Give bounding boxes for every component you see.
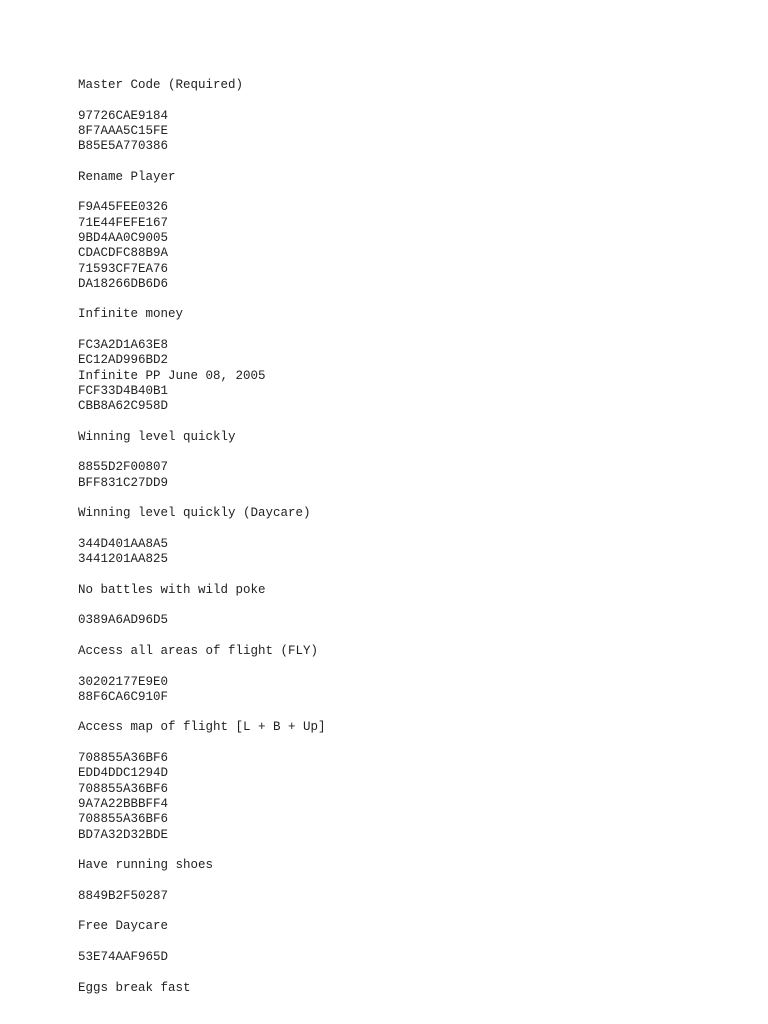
section-title: Access all areas of flight (FLY) bbox=[78, 643, 319, 658]
code-line: CDACDFC88B9A bbox=[78, 246, 169, 261]
section-master-code bbox=[78, 78, 326, 170]
section-winning-level-daycare bbox=[78, 506, 326, 582]
section-title: Winning level quickly bbox=[78, 429, 236, 444]
code-line: F9A45FEE0326 bbox=[78, 200, 169, 215]
section-title: Access map of flight [L + B + Up] bbox=[78, 720, 326, 735]
code-line: FCF33D4B40B1 bbox=[78, 383, 169, 398]
code-line: 9A7A22BBBFF4 bbox=[78, 796, 169, 811]
section-title: Have running shoes bbox=[78, 858, 214, 873]
section-access-map bbox=[78, 720, 326, 858]
code-line: 344D401AA8A5 bbox=[78, 536, 169, 551]
section-winning-level-quickly bbox=[78, 430, 326, 506]
section-title: Infinite money bbox=[78, 307, 184, 322]
section-no-battles bbox=[78, 583, 326, 644]
cheat-code-document bbox=[78, 78, 326, 996]
section-title: No battles with wild poke bbox=[78, 582, 266, 597]
section-free-daycare bbox=[78, 919, 326, 980]
code-line: DA18266DB6D6 bbox=[78, 276, 169, 291]
code-line: 88F6CA6C910F bbox=[78, 689, 169, 704]
code-line: FC3A2D1A63E8 bbox=[78, 338, 169, 353]
code-line: B85E5A770386 bbox=[78, 139, 169, 154]
code-line: 9BD4AA0C9005 bbox=[78, 230, 169, 245]
code-line: 71593CF7EA76 bbox=[78, 261, 169, 276]
section-title: Eggs break fast bbox=[78, 980, 191, 995]
section-rename-player bbox=[78, 170, 326, 308]
code-line: 0389A6AD96D5 bbox=[78, 613, 169, 628]
code-line: 8849B2F50287 bbox=[78, 888, 169, 903]
code-line: 53E74AAF965D bbox=[78, 949, 169, 964]
code-line: 3441201AA825 bbox=[78, 552, 169, 567]
section-running-shoes bbox=[78, 858, 326, 919]
code-line: 708855A36BF6 bbox=[78, 751, 169, 766]
code-line: Infinite PP June 08, 2005 bbox=[78, 368, 266, 383]
code-line: 30202177E9E0 bbox=[78, 674, 169, 689]
code-line: 97726CAE9184 bbox=[78, 108, 169, 123]
section-title: Rename Player bbox=[78, 169, 176, 184]
code-line: 8855D2F00807 bbox=[78, 460, 169, 475]
section-title: Master Code (Required) bbox=[78, 78, 244, 92]
code-line: 8F7AAA5C15FE bbox=[78, 123, 169, 138]
code-line: 708855A36BF6 bbox=[78, 812, 169, 827]
code-line: CBB8A62C958D bbox=[78, 399, 169, 414]
code-line: BFF831C27DD9 bbox=[78, 475, 169, 490]
code-line: 708855A36BF6 bbox=[78, 781, 169, 796]
section-infinite-money bbox=[78, 307, 326, 429]
section-title: Winning level quickly (Daycare) bbox=[78, 506, 311, 521]
code-line: 71E44FEFE167 bbox=[78, 215, 169, 230]
section-eggs-break-fast bbox=[78, 981, 326, 996]
section-access-all-areas bbox=[78, 644, 326, 720]
code-line: EDD4DDC1294D bbox=[78, 766, 169, 781]
section-title: Free Daycare bbox=[78, 919, 169, 934]
code-line: EC12AD996BD2 bbox=[78, 353, 169, 368]
code-line: BD7A32D32BDE bbox=[78, 827, 169, 842]
